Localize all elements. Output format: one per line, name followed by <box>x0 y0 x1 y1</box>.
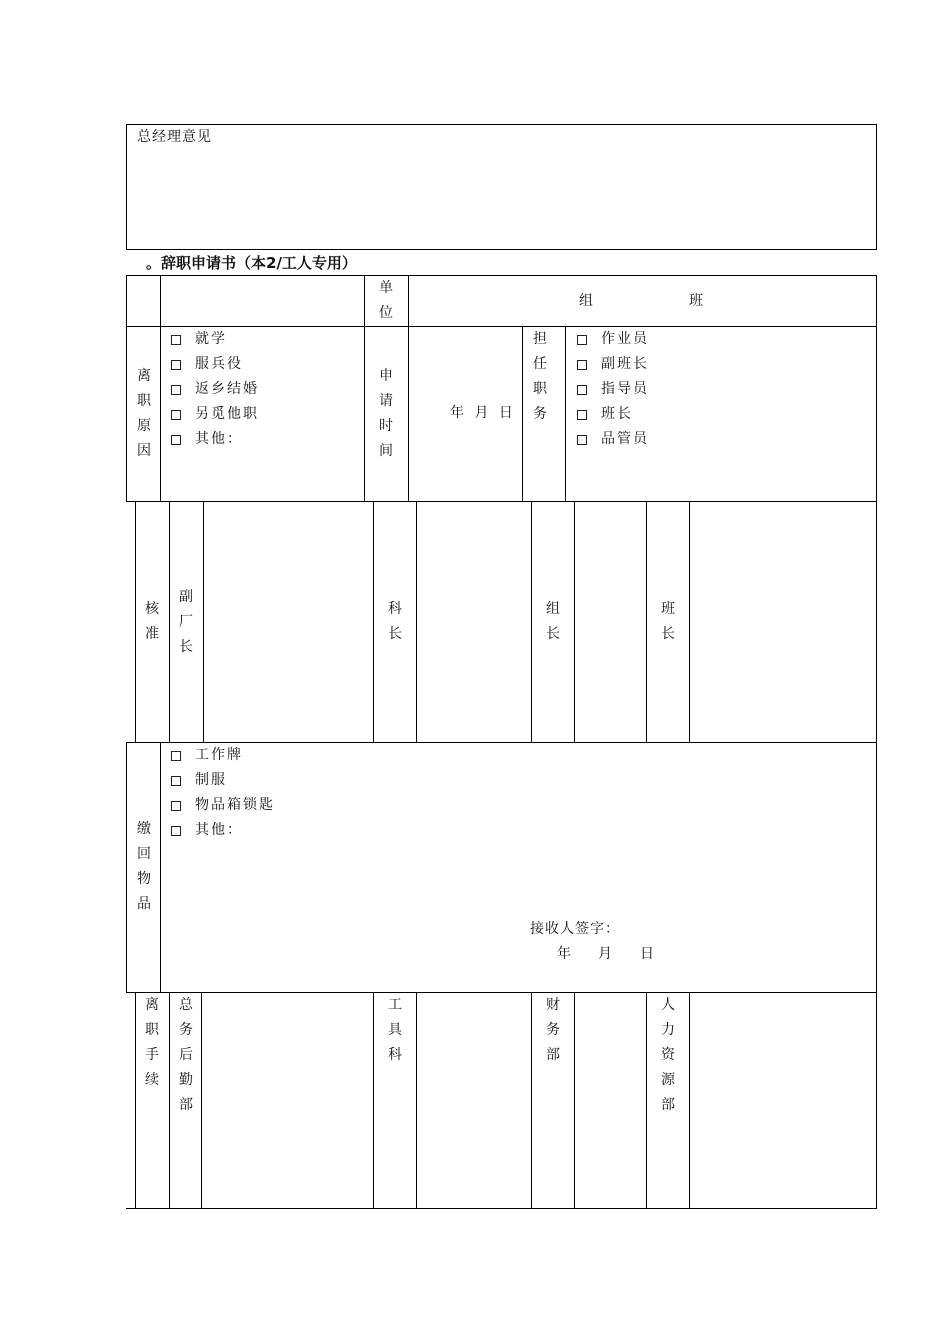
checkbox[interactable] <box>577 410 587 420</box>
position-option[interactable]: 副班长 <box>577 352 649 377</box>
reason-option[interactable]: 另觅他职 <box>171 402 259 427</box>
returned-item-option[interactable]: 制服 <box>171 768 275 793</box>
shift-label: 班 <box>689 293 703 309</box>
unit-label: 单位 <box>379 280 393 321</box>
form-title: 。辞职申请书（本2/工人专用） <box>146 254 357 272</box>
returned-item-options <box>171 743 275 843</box>
gm-opinion-label: 总经理意见 <box>137 129 212 145</box>
reason-option[interactable]: 就学 <box>171 327 259 352</box>
receive-date-month: 月 <box>598 946 612 962</box>
reason-options <box>171 327 259 452</box>
reason-option[interactable]: 服兵役 <box>171 352 259 377</box>
procedures-label: 离职手续 <box>145 997 159 1088</box>
receive-date-year: 年 <box>557 946 571 962</box>
returned-item-option[interactable]: 工作牌 <box>171 743 275 768</box>
receive-date-day: 日 <box>640 946 654 962</box>
checkbox[interactable] <box>171 360 181 370</box>
returned-items-label: 缴回物品 <box>137 821 151 912</box>
general-affairs-label: 总务后勤部 <box>179 997 193 1113</box>
returned-item-option[interactable]: 其他： <box>171 818 275 843</box>
position-option[interactable]: 班长 <box>577 402 649 427</box>
shift-leader-label: 班长 <box>661 601 675 642</box>
reason-label: 离职原因 <box>137 368 151 459</box>
checkbox[interactable] <box>171 410 181 420</box>
hr-label: 人力资源部 <box>661 997 675 1113</box>
checkbox[interactable] <box>171 751 181 761</box>
section-chief-label: 科长 <box>388 601 402 642</box>
position-label: 担任职务 <box>533 331 547 422</box>
group-leader-label: 组长 <box>546 601 560 642</box>
reason-option[interactable]: 返乡结婚 <box>171 377 259 402</box>
gm-opinion-box <box>126 124 877 250</box>
checkbox[interactable] <box>171 776 181 786</box>
returned-item-option[interactable]: 物品箱锁匙 <box>171 793 275 818</box>
checkbox[interactable] <box>171 826 181 836</box>
tool-section-label: 工具科 <box>388 997 402 1063</box>
receiver-signature-label: 接收人签字： <box>530 921 620 937</box>
checkbox[interactable] <box>577 360 587 370</box>
checkbox[interactable] <box>577 435 587 445</box>
checkbox[interactable] <box>577 335 587 345</box>
checkbox[interactable] <box>171 335 181 345</box>
position-options <box>577 327 649 452</box>
approval-label: 核准 <box>145 601 159 642</box>
group-label: 组 <box>579 293 593 309</box>
checkbox[interactable] <box>171 801 181 811</box>
reason-option[interactable]: 其他： <box>171 427 259 452</box>
position-option[interactable]: 品管员 <box>577 427 649 452</box>
finance-label: 财务部 <box>546 997 560 1063</box>
deputy-director-label: 副厂长 <box>179 589 193 655</box>
unit-row <box>126 275 877 327</box>
apply-time-label: 申请时间 <box>379 368 393 459</box>
checkbox[interactable] <box>171 385 181 395</box>
position-option[interactable]: 作业员 <box>577 327 649 352</box>
apply-date: 年 月 日 <box>450 405 513 421</box>
checkbox[interactable] <box>577 385 587 395</box>
position-option[interactable]: 指导员 <box>577 377 649 402</box>
checkbox[interactable] <box>171 435 181 445</box>
